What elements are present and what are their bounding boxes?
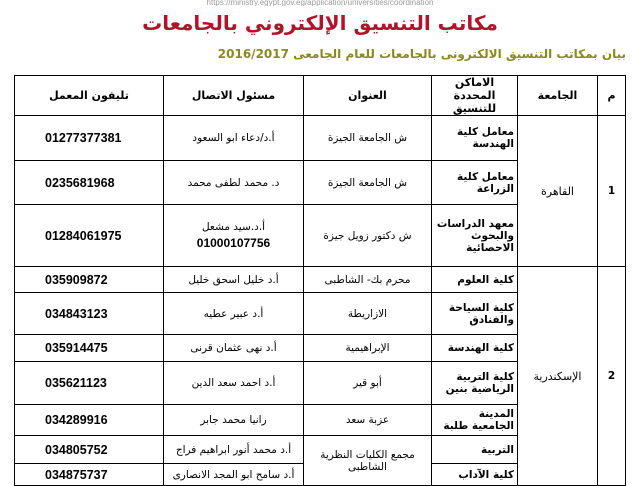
page-url-header: https://ministry.egypt.gov.eg/application/universities/coordination (206, 0, 434, 6)
page-title: مكاتب التنسيق الإلكتروني بالجامعات (142, 11, 498, 35)
table-row (15, 116, 626, 161)
header-contact: مسئول الاتصال (164, 76, 304, 116)
phone-cell: 0235681968 (15, 161, 164, 205)
header-phone: تليفون المعمل (15, 76, 164, 116)
address-cell: الإبراهيمية (304, 335, 432, 362)
phone-cell: 034289916 (15, 405, 164, 436)
contact-cell: أ.د محمد أنور ابراهيم فراج (164, 436, 304, 464)
table-header-row (15, 76, 626, 116)
university-name: الإسكندرية (518, 267, 598, 486)
group-number: 1 (598, 116, 626, 267)
phone-cell: 035621123 (15, 362, 164, 405)
address-cell: محرم بك- الشاطبى (304, 267, 432, 293)
place-cell: كلية التربية الرياضية بنين (432, 362, 518, 405)
contact-cell: د. محمد لطفى محمد (164, 161, 304, 205)
phone-cell: 034805752 (15, 436, 164, 464)
place-cell: معامل كلية الهندسة (432, 116, 518, 161)
contact-mobile: 01000107756 (196, 236, 271, 250)
phone-cell: 034843123 (15, 293, 164, 335)
place-cell: معهد الدراسات والبحوث الاحصائية (432, 205, 518, 267)
place-cell: كلية الآداب (432, 464, 518, 486)
place-cell: المدينة الجامعية طلبة (432, 405, 518, 436)
address-cell: أبو قير (304, 362, 432, 405)
contact-cell: أ.د/دعاء ابو السعود (164, 116, 304, 161)
contact-cell: أ.د سامح ابو المجد الانصارى (164, 464, 304, 486)
address-cell: ش دكتور زويل جيزة (304, 205, 432, 267)
table-row (15, 267, 626, 293)
contact-cell: رانيا محمد جابر (164, 405, 304, 436)
header-num: م (598, 76, 626, 116)
place-cell: كلية الهندسة (432, 335, 518, 362)
address-cell: ش الجامعة الجيزة (304, 116, 432, 161)
contact-cell: أ.د نهى عثمان قرنى (164, 335, 304, 362)
contact-cell: أ.د احمد سعد الدين (164, 362, 304, 405)
place-cell: معامل كلية الزراعة (432, 161, 518, 205)
contact-cell: أ.د خليل اسحق خليل (164, 267, 304, 293)
place-cell: كلية السياحة والفنادق (432, 293, 518, 335)
university-name: القاهرة (518, 116, 598, 267)
address-cell: الازاريطة (304, 293, 432, 335)
page-subtitle: بيان بمكاتب التنسيق الالكترونى بالجامعات للعام الجامعى 2016/2017 (217, 47, 626, 61)
contact-cell (164, 205, 304, 267)
phone-cell: 01277377381 (15, 116, 164, 161)
header-address: العنوان (304, 76, 432, 116)
place-cell: التربية (432, 436, 518, 464)
address-cell: عزبة سعد (304, 405, 432, 436)
group-number: 2 (598, 267, 626, 486)
contact-name: أ.د.سيد مشعل (201, 221, 266, 233)
place-cell: كلية العلوم (432, 267, 518, 293)
phone-cell: 035914475 (15, 335, 164, 362)
coordination-offices-table (14, 75, 626, 486)
phone-cell: 035909872 (15, 267, 164, 293)
contact-cell: أ.د عبير عطيه (164, 293, 304, 335)
header-university: الجامعة (518, 76, 598, 116)
header-places: الاماكن المحددة للتنسيق (432, 76, 518, 116)
address-cell: ش الجامعة الجيزة (304, 161, 432, 205)
phone-cell: 01284061975 (15, 205, 164, 267)
address-cell: مجمع الكليات النظرية الشاطبى (304, 436, 432, 486)
phone-cell: 034875737 (15, 464, 164, 486)
